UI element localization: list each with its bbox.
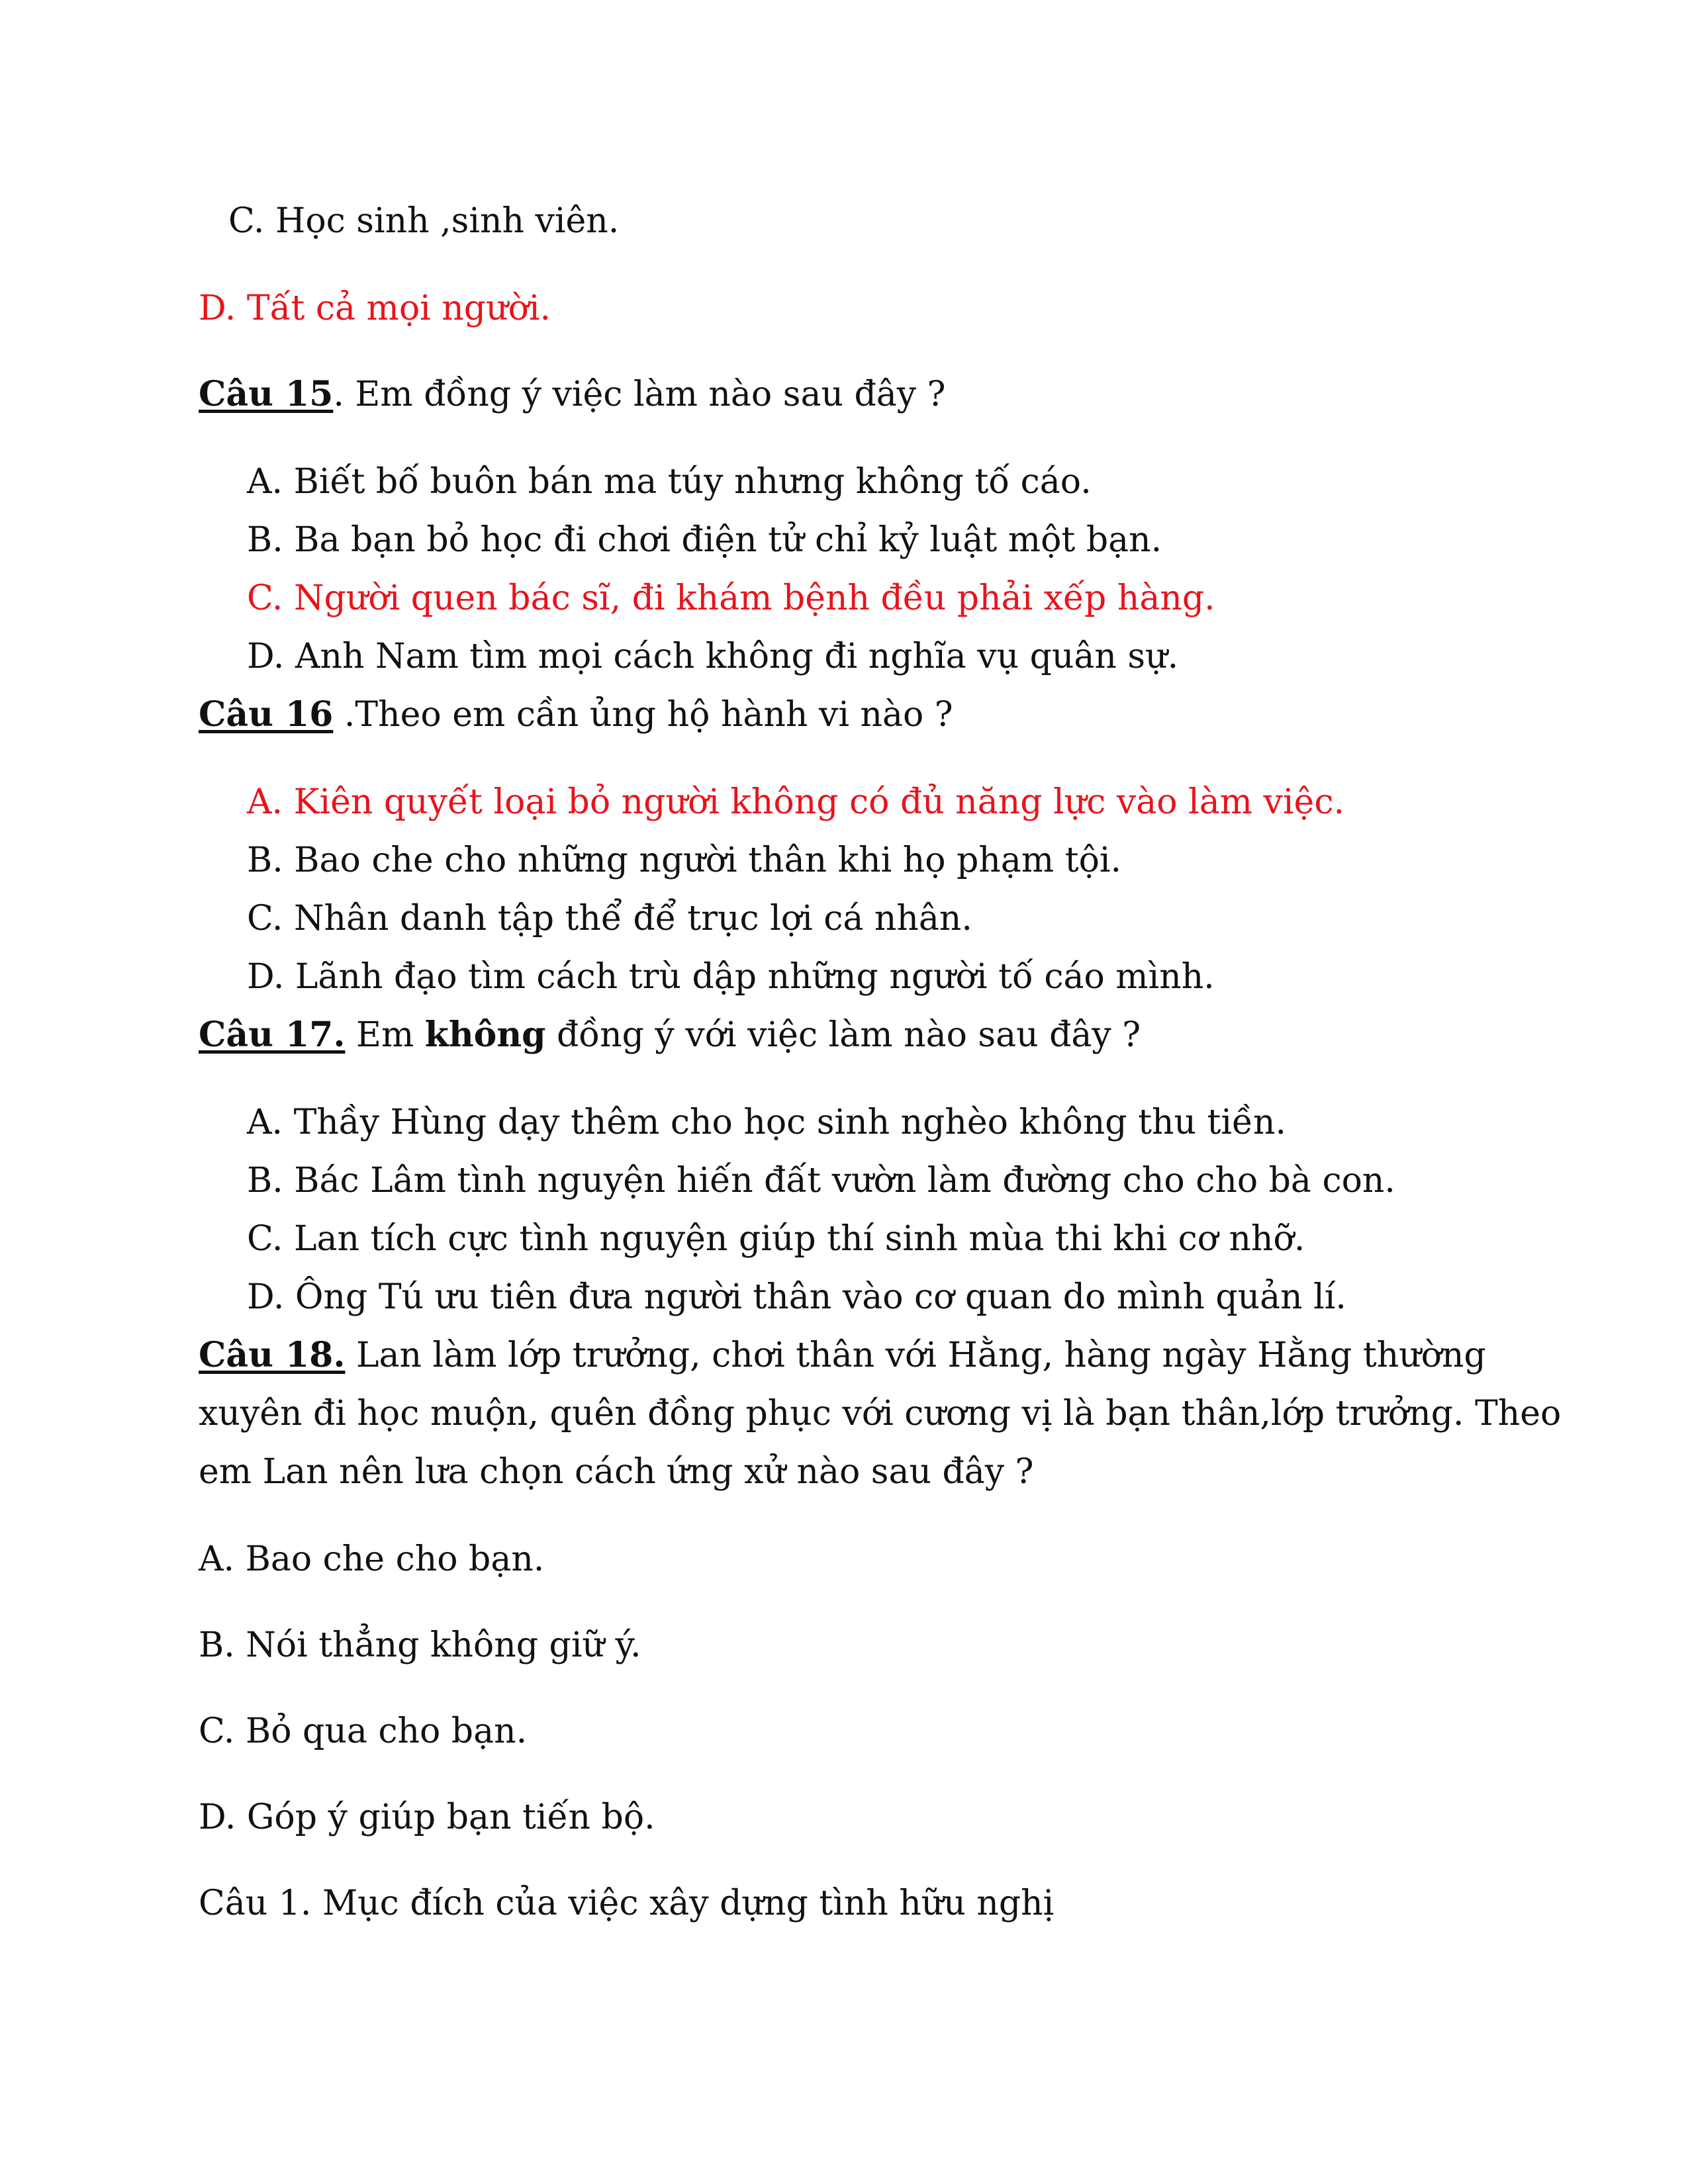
question-18-line-3: em Lan nên lưa chọn cách ứng xử nào sau đây ? [199, 1452, 1034, 1492]
question-15-text: . Em đồng ý việc làm nào sau đây ? [333, 375, 946, 414]
question-17-pre: Em [345, 1015, 425, 1055]
question-17-keyword: không [424, 1015, 546, 1055]
q17-option-a: A. Thầy Hùng dạy thêm cho học sinh nghèo không thu tiền. [247, 1103, 1287, 1142]
prev-option-d-answer: D. Tất cả mọi người. [199, 289, 551, 328]
q17-option-c: C. Lan tích cực tình nguyện giúp thí sinh mùa thi khi cơ nhỡ. [247, 1219, 1305, 1259]
q16-option-b: B. Bao che cho những người thân khi họ phạm tội. [247, 841, 1122, 880]
question-17-label: Câu 17. [199, 1015, 346, 1055]
q15-option-a: A. Biết bố buôn bán ma túy nhưng không tố cáo. [247, 462, 1092, 502]
question-18-label: Câu 18. [199, 1335, 346, 1375]
q15-option-b: B. Ba bạn bỏ học đi chơi điện tử chỉ kỷ luật một bạn. [247, 520, 1162, 560]
question-18-line-1 [199, 1334, 1486, 1377]
q18-option-a: A. Bao che cho bạn. [199, 1539, 545, 1579]
question-17-post: đồng ý với việc làm nào sau đây ? [545, 1015, 1141, 1055]
question-17 [199, 1014, 1141, 1056]
q17-option-d: D. Ông Tú ưu tiên đưa người thân vào cơ quan do mình quản lí. [247, 1277, 1346, 1317]
question-16-text: .Theo em cần ủng hộ hành vi nào ? [333, 695, 953, 735]
question-18-line-2: xuyên đi học muộn, quên đồng phục với cương vị là bạn thân,lớp trưởng. Theo [199, 1394, 1562, 1433]
q15-option-c-answer: C. Người quen bác sĩ, đi khám bệnh đều phải xếp hàng. [247, 578, 1215, 618]
q16-option-c: C. Nhân danh tập thể để trục lợi cá nhân. [247, 899, 972, 938]
prev-option-c: C. Học sinh ,sinh viên. [228, 201, 620, 241]
question-1: Câu 1. Mục đích của việc xây dựng tình hữu nghị [199, 1884, 1055, 1923]
question-15-label: Câu 15 [199, 374, 334, 414]
q18-option-d: D. Góp ý giúp bạn tiến bộ. [199, 1797, 655, 1837]
q17-option-b: B. Bác Lâm tình nguyện hiến đất vườn làm đường cho cho bà con. [247, 1161, 1395, 1201]
q15-option-d: D. Anh Nam tìm mọi cách không đi nghĩa vụ quân sự. [247, 637, 1179, 676]
question-16 [199, 694, 953, 736]
q18-option-b: B. Nói thẳng không giữ ý. [199, 1625, 641, 1665]
question-16-label: Câu 16 [199, 694, 334, 735]
q18-option-c: C. Bỏ qua cho bạn. [199, 1711, 528, 1751]
question-18-text-1: Lan làm lớp trưởng, chơi thân với Hằng, hàng ngày Hằng thường [345, 1336, 1486, 1375]
q16-option-d: D. Lãnh đạo tìm cách trù dập những người tố cáo mình. [247, 957, 1215, 997]
q16-option-a-answer: A. Kiên quyết loại bỏ người không có đủ năng lực vào làm việc. [247, 782, 1344, 822]
question-15 [199, 373, 946, 416]
